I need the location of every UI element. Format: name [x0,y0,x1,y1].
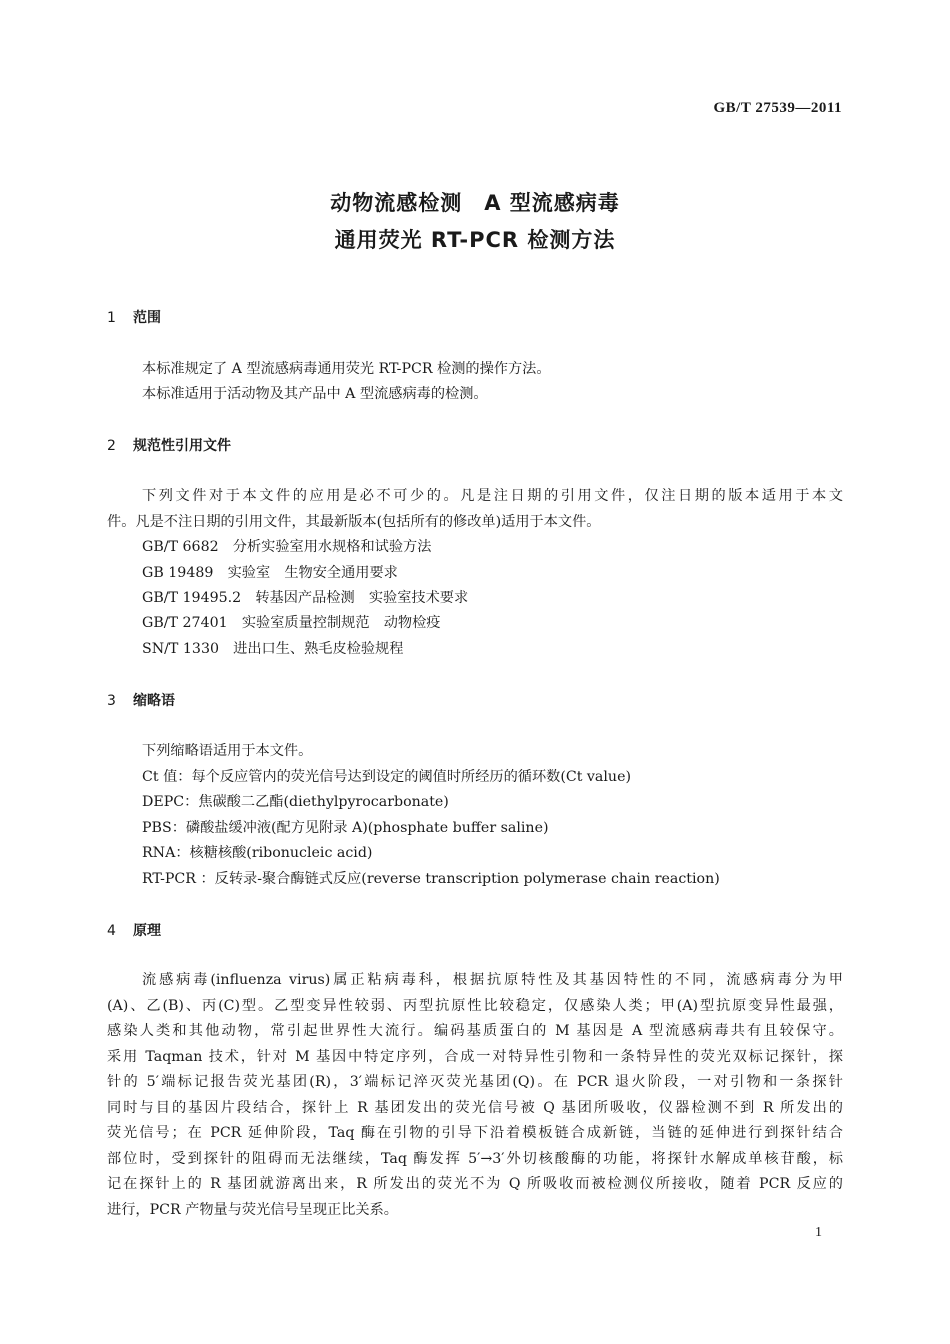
reference-item: GB/T 27401 实验室质量控制规范 动物检疫 [142,615,441,631]
section-heading-normative-references [107,435,231,455]
paragraph-line: 采用 Taqman 技术，针对 M 基因中特定序列，合成一对特异性引物和一条特异性的荧光双标记探针，探 [107,1049,843,1065]
paragraph-line: 进行，PCR 产物量与荧光信号呈现正比关系。 [107,1202,398,1218]
section-title: 原理 [133,923,161,939]
paragraph-line: 部位时，受到探针的阻碍而无法继续，Taq 酶发挥 5′→3′外切核酸酶的功能，将探针水解成单核苷酸，标 [107,1151,843,1167]
paragraph-line: 本标准适用于活动物及其产品中 A 型流感病毒的检测。 [142,386,488,402]
paragraph-line: 本标准规定了 A 型流感病毒通用荧光 RT-PCR 检测的操作方法。 [142,361,551,377]
paragraph-line: 下列缩略语适用于本文件。 [142,743,313,759]
abbreviation-item: DEPC：焦碳酸二乙酯(diethylpyrocarbonate) [142,794,449,810]
reference-item: GB/T 6682 分析实验室用水规格和试验方法 [142,539,432,555]
reference-item: GB 19489 实验室 生物安全通用要求 [142,565,398,581]
section-number: 4 [107,923,116,939]
section-title: 规范性引用文件 [133,438,231,454]
section-number: 3 [107,693,116,709]
title-line-2: 通用荧光 RT-PCR 检测方法 [334,228,616,252]
paragraph-line: 记在探针上的 R 基团就游离出来，R 所发出的荧光不为 Q 所吸收而被检测仪所接收，随着 PCR 反应的 [107,1176,843,1192]
section-number: 1 [107,310,116,326]
title-line-1: 动物流感检测 A 型流感病毒 [330,191,620,215]
paragraph-line: 下列文件对于本文件的应用是必不可少的。凡是注日期的引用文件，仅注日期的版本适用于本文 [142,488,843,504]
paragraph-line: 荧光信号；在 PCR 延伸阶段，Taq 酶在引物的引导下沿着模板链合成新链，当链的延伸进行到探针结合 [107,1125,843,1141]
abbreviation-item: RT-PCR ：反转录-聚合酶链式反应(reverse transcription polymerase chain reaction) [142,871,720,887]
paragraph-line: 感染人类和其他动物，常引起世界性大流行。编码基质蛋白的 M 基因是 A 型流感病毒共有且较保守。 [107,1023,843,1039]
reference-item: SN/T 1330 进出口生、熟毛皮检验规程 [142,641,404,657]
section-title: 缩略语 [133,693,175,709]
section-title: 范围 [133,310,161,326]
abbreviation-item: RNA：核糖核酸(ribonucleic acid) [142,845,373,861]
page-number: 1 [815,1225,822,1240]
paragraph-line: 件。凡是不注日期的引用文件，其最新版本(包括所有的修改单)适用于本文件。 [107,514,601,530]
doc-code: GB/T 27539—2011 [713,100,842,116]
section-heading-principle [107,920,161,940]
paragraph-line: (A)、乙(B)、丙(C)型。乙型变异性较弱、丙型抗原性比较稳定，仅感染人类；甲(A)型抗原变异性最强， [107,998,843,1014]
paragraph-line: 流感病毒(influenza virus)属正粘病毒科，根据抗原特性及其基因特性的不同，流感病毒分为甲 [142,972,843,988]
paragraph-line: 同时与目的基因片段结合，探针上 R 基团发出的荧光信号被 Q 基团所吸收，仪器检测不到 R 所发出的 [107,1100,843,1116]
section-heading-abbreviations [107,690,175,710]
section-heading-scope [107,307,161,327]
reference-item: GB/T 19495.2 转基因产品检测 实验室技术要求 [142,590,469,606]
abbreviation-item: PBS：磷酸盐缓冲液(配方见附录 A)(phosphate buffer saline) [142,820,549,836]
abbreviation-item: Ct 值：每个反应管内的荧光信号达到设定的阈值时所经历的循环数(Ct value) [142,769,631,785]
paragraph-line: 针的 5′端标记报告荧光基团(R)，3′端标记淬灭荧光基团(Q)。在 PCR 退火阶段，一对引物和一条探针 [107,1074,843,1090]
section-number: 2 [107,438,116,454]
